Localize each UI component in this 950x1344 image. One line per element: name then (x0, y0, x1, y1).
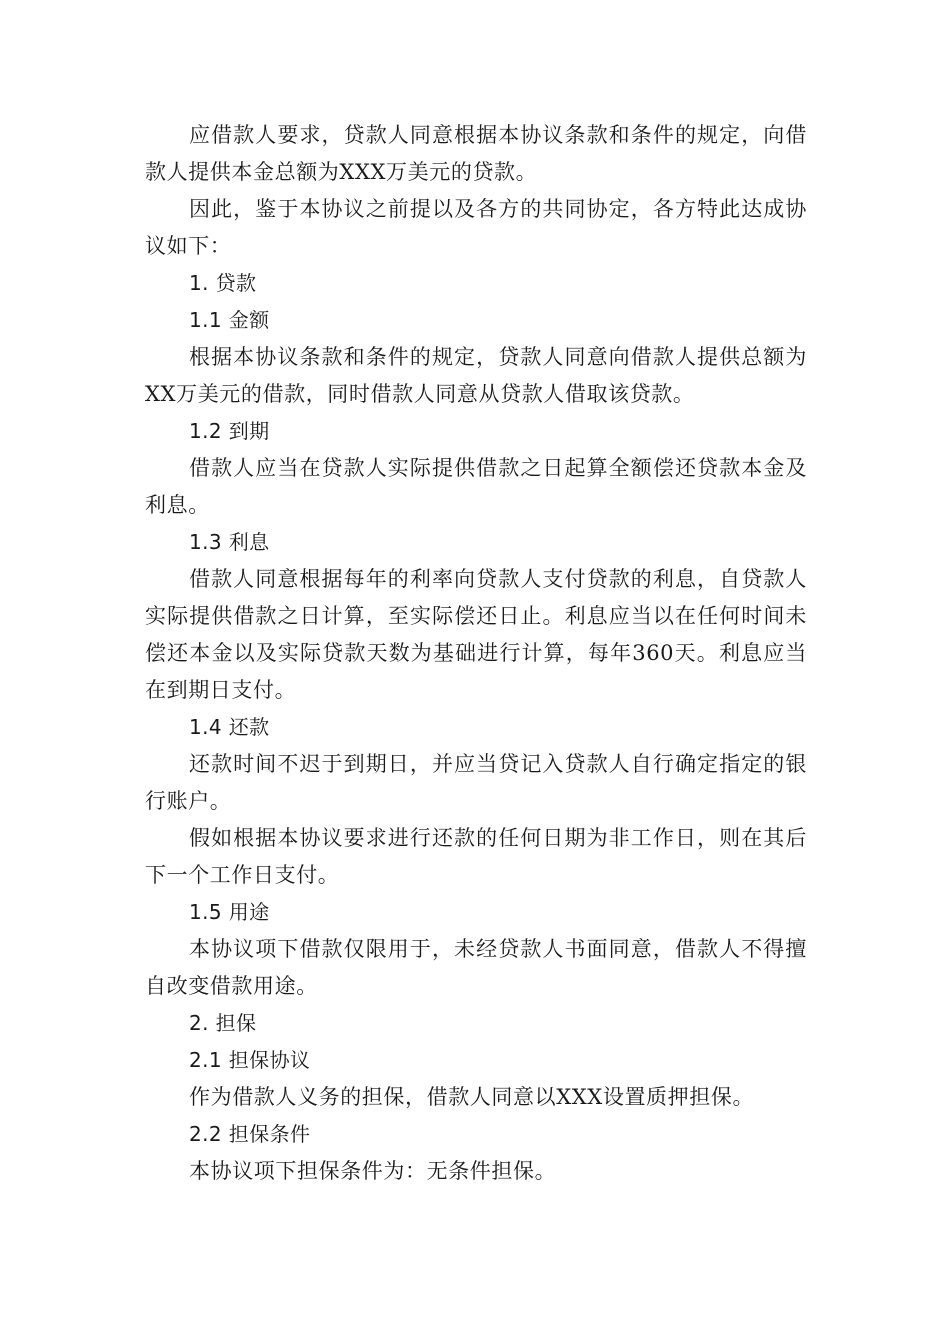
paragraph-security-agreement: 作为借款人义务的担保，借款人同意以XXX设置质押担保。 (189, 1085, 755, 1109)
section-heading-loan: 1. 贷款 (189, 271, 257, 295)
paragraph-loan-request: 应借款人要求，贷款人同意根据本协议条款和条件的规定，向借款人提供本金总额为XXX万美元的贷款。 (145, 123, 807, 184)
section-heading-maturity: 1.2 到期 (189, 419, 270, 443)
section-heading-security-agreement: 2.1 担保协议 (189, 1048, 311, 1072)
paragraph-security-conditions: 本协议项下担保条件为：无条件担保。 (189, 1159, 557, 1183)
paragraph-interest: 借款人同意根据每年的利率向贷款人支付贷款的利息，自贷款人实际提供借款之日计算，至实际偿还日止。利息应当以在任何时间未偿还本金以及实际贷款天数为基础进行计算，每年360天。利息应当在到期日支付。 (145, 567, 807, 702)
paragraph-repayment-nonbusiness-day: 假如根据本协议要求进行还款的任何日期为非工作日，则在其后下一个工作日支付。 (145, 826, 807, 887)
document-body (145, 117, 807, 1190)
paragraph-purpose: 本协议项下借款仅限用于，未经贷款人书面同意，借款人不得擅自改变借款用途。 (145, 937, 807, 998)
paragraph-maturity: 借款人应当在贷款人实际提供借款之日起算全额偿还贷款本金及利息。 (145, 456, 807, 517)
paragraph-repayment: 还款时间不迟于到期日，并应当贷记入贷款人自行确定指定的银行账户。 (145, 752, 807, 813)
section-heading-interest: 1.3 利息 (189, 530, 270, 554)
section-heading-security: 2. 担保 (189, 1011, 257, 1035)
section-heading-security-conditions: 2.2 担保条件 (189, 1122, 311, 1146)
section-heading-repayment: 1.4 还款 (189, 715, 270, 739)
paragraph-amount: 根据本协议条款和条件的规定，贷款人同意向借款人提供总额为XX万美元的借款，同时借款人同意从贷款人借取该贷款。 (145, 345, 807, 406)
section-heading-purpose: 1.5 用途 (189, 900, 270, 924)
section-heading-amount: 1.1 金额 (189, 308, 270, 332)
paragraph-agreement-preamble: 因此，鉴于本协议之前提以及各方的共同协定，各方特此达成协议如下： (145, 197, 807, 258)
